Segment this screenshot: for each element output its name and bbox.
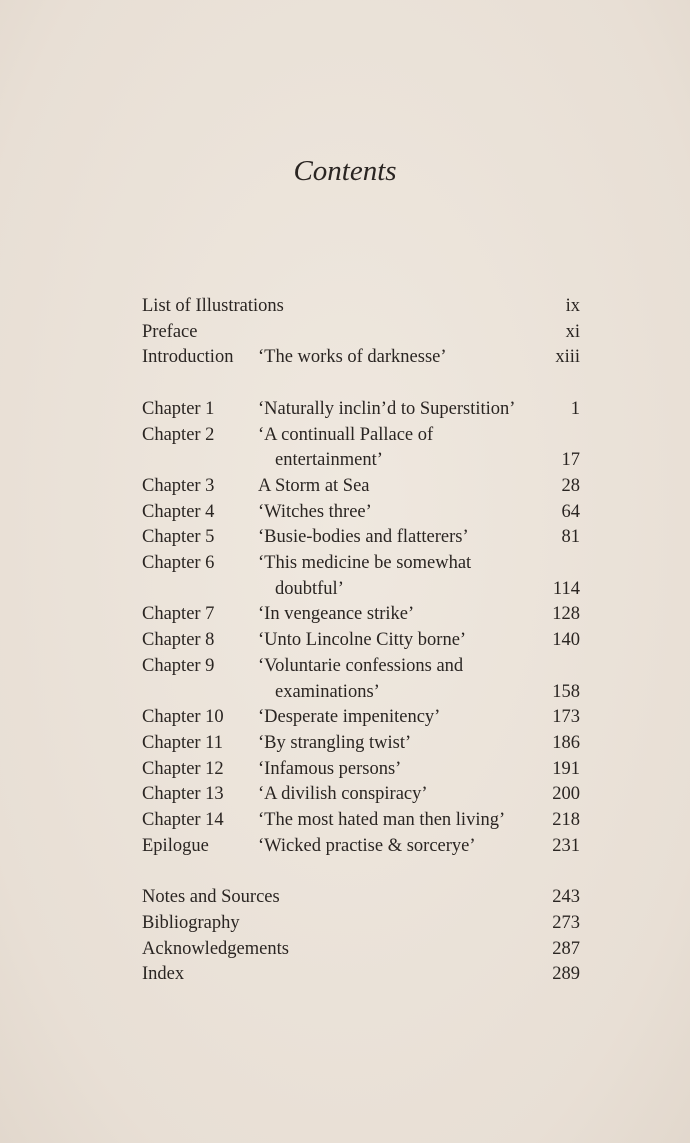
entry-page-number: 191 bbox=[552, 758, 580, 779]
entry-label: Index bbox=[142, 964, 185, 985]
entry-title bbox=[258, 320, 530, 346]
entry-title bbox=[258, 397, 530, 423]
entry-title-line: doubtful’ bbox=[275, 578, 344, 599]
entry-title-line: ‘The most hated man then living’ bbox=[258, 810, 506, 831]
entry-page-number: 140 bbox=[552, 630, 580, 651]
entry-label: Introduction bbox=[142, 347, 234, 368]
entry-label: Acknowledgements bbox=[142, 938, 289, 959]
toc-section bbox=[142, 885, 580, 988]
entry-label: Preface bbox=[142, 321, 198, 342]
toc-entry[interactable] bbox=[142, 551, 580, 602]
entry-title bbox=[258, 628, 530, 654]
entry-title bbox=[258, 757, 530, 783]
entry-title-line: ‘This medicine be somewhat bbox=[258, 553, 472, 574]
toc-entry[interactable] bbox=[142, 782, 580, 808]
toc-entry[interactable] bbox=[142, 885, 580, 911]
entry-label: Epilogue bbox=[142, 835, 209, 856]
entry-label: Chapter 6 bbox=[142, 553, 215, 574]
entry-page-number: 114 bbox=[552, 578, 580, 599]
entry-page-number: 289 bbox=[552, 964, 580, 985]
toc-section bbox=[142, 397, 580, 860]
entry-title-line: ‘A continuall Pallace of bbox=[258, 424, 434, 445]
entry-page-number: 17 bbox=[561, 450, 580, 471]
entry-title bbox=[258, 705, 530, 731]
toc-entry[interactable] bbox=[142, 320, 580, 346]
entry-page-number: xiii bbox=[555, 347, 580, 368]
toc-entry[interactable] bbox=[142, 602, 580, 628]
toc-entry[interactable] bbox=[142, 525, 580, 551]
table-of-contents bbox=[142, 294, 580, 1014]
entry-title-line: ‘By strangling twist’ bbox=[258, 732, 412, 753]
entry-label: Chapter 5 bbox=[142, 527, 215, 548]
entry-title bbox=[258, 294, 530, 320]
entry-title bbox=[258, 423, 530, 474]
entry-page-number: ix bbox=[565, 296, 580, 316]
entry-title bbox=[258, 602, 530, 628]
entry-label: Chapter 7 bbox=[142, 604, 215, 625]
entry-label: Chapter 8 bbox=[142, 630, 215, 651]
entry-label: Chapter 11 bbox=[142, 732, 224, 753]
entry-title bbox=[258, 345, 530, 371]
entry-title bbox=[258, 885, 530, 911]
entry-label: Chapter 12 bbox=[142, 758, 224, 779]
entry-page-number: 28 bbox=[561, 475, 580, 496]
entry-title-line: ‘Unto Lincolne Citty borne’ bbox=[258, 630, 467, 651]
entry-title-line: ‘In vengeance strike’ bbox=[258, 604, 415, 625]
entry-title bbox=[258, 654, 530, 705]
toc-entry[interactable] bbox=[142, 731, 580, 757]
entry-title bbox=[258, 731, 530, 757]
entry-page-number: 273 bbox=[552, 912, 580, 933]
toc-entry[interactable] bbox=[142, 294, 580, 320]
entry-page-number: 158 bbox=[552, 681, 580, 702]
entry-page-number: 186 bbox=[552, 732, 580, 753]
entry-title-line: entertainment’ bbox=[275, 450, 383, 471]
entry-title-line: ‘A divilish conspiracy’ bbox=[258, 784, 428, 805]
entry-title bbox=[258, 937, 530, 963]
entry-page-number: 218 bbox=[552, 810, 580, 831]
entry-title bbox=[258, 551, 530, 602]
entry-title bbox=[258, 474, 530, 500]
entry-label: Notes and Sources bbox=[142, 887, 280, 908]
entry-label: Chapter 9 bbox=[142, 655, 215, 676]
entry-title-line: ‘The works of darknesse’ bbox=[258, 347, 447, 368]
entry-label: List of Illustrations bbox=[142, 296, 284, 316]
entry-page-number: 81 bbox=[561, 527, 580, 548]
entry-label: Chapter 3 bbox=[142, 475, 215, 496]
toc-entry[interactable] bbox=[142, 397, 580, 423]
entry-label: Chapter 13 bbox=[142, 784, 224, 805]
contents-heading: Contents bbox=[293, 155, 397, 187]
toc-entry[interactable] bbox=[142, 808, 580, 834]
entry-page-number: 1 bbox=[570, 398, 580, 419]
entry-title-line: A Storm at Sea bbox=[258, 475, 370, 496]
toc-entry[interactable] bbox=[142, 474, 580, 500]
entry-label: Chapter 4 bbox=[142, 501, 215, 522]
entry-title bbox=[258, 962, 530, 988]
entry-title-line: ‘Witches three’ bbox=[258, 501, 372, 522]
toc-entry[interactable] bbox=[142, 423, 580, 474]
entry-title bbox=[258, 808, 530, 834]
entry-page-number: 64 bbox=[561, 501, 580, 522]
entry-page-number: 243 bbox=[552, 887, 580, 908]
entry-title-line: ‘Busie-bodies and flatterers’ bbox=[258, 527, 469, 548]
entry-label: Chapter 1 bbox=[142, 398, 215, 419]
entry-title bbox=[258, 834, 530, 860]
entry-title-line: ‘Infamous persons’ bbox=[258, 758, 402, 779]
entry-title-line: ‘Wicked practise & sorcerye’ bbox=[258, 835, 476, 856]
toc-entry[interactable] bbox=[142, 628, 580, 654]
entry-title-line: ‘Voluntarie confessions and bbox=[258, 655, 464, 676]
entry-page-number: 173 bbox=[552, 707, 580, 728]
entry-label: Chapter 2 bbox=[142, 424, 215, 445]
entry-title bbox=[258, 911, 530, 937]
entry-title-line: ‘Naturally inclin’d to Superstition’ bbox=[258, 398, 516, 419]
toc-entry[interactable] bbox=[142, 705, 580, 731]
toc-entry[interactable] bbox=[142, 937, 580, 963]
toc-entry[interactable] bbox=[142, 911, 580, 937]
toc-entry[interactable] bbox=[142, 962, 580, 988]
entry-label: Bibliography bbox=[142, 912, 240, 933]
toc-entry[interactable] bbox=[142, 345, 580, 371]
entry-page-number: xi bbox=[565, 321, 580, 342]
toc-section bbox=[142, 294, 580, 371]
toc-entry[interactable] bbox=[142, 500, 580, 526]
entry-page-number: 287 bbox=[552, 938, 580, 959]
entry-page-number: 128 bbox=[552, 604, 580, 625]
entry-title bbox=[258, 500, 530, 526]
entry-title bbox=[258, 782, 530, 808]
entry-title-line: examinations’ bbox=[275, 681, 380, 702]
entry-page-number: 200 bbox=[552, 784, 580, 805]
entry-label: Chapter 14 bbox=[142, 810, 224, 831]
toc-entry[interactable] bbox=[142, 654, 580, 705]
toc-entry[interactable] bbox=[142, 834, 580, 860]
entry-page-number: 231 bbox=[552, 835, 580, 856]
entry-title-line: ‘Desperate impenitency’ bbox=[258, 707, 441, 728]
entry-title bbox=[258, 525, 530, 551]
entry-label: Chapter 10 bbox=[142, 707, 224, 728]
toc-entry[interactable] bbox=[142, 757, 580, 783]
